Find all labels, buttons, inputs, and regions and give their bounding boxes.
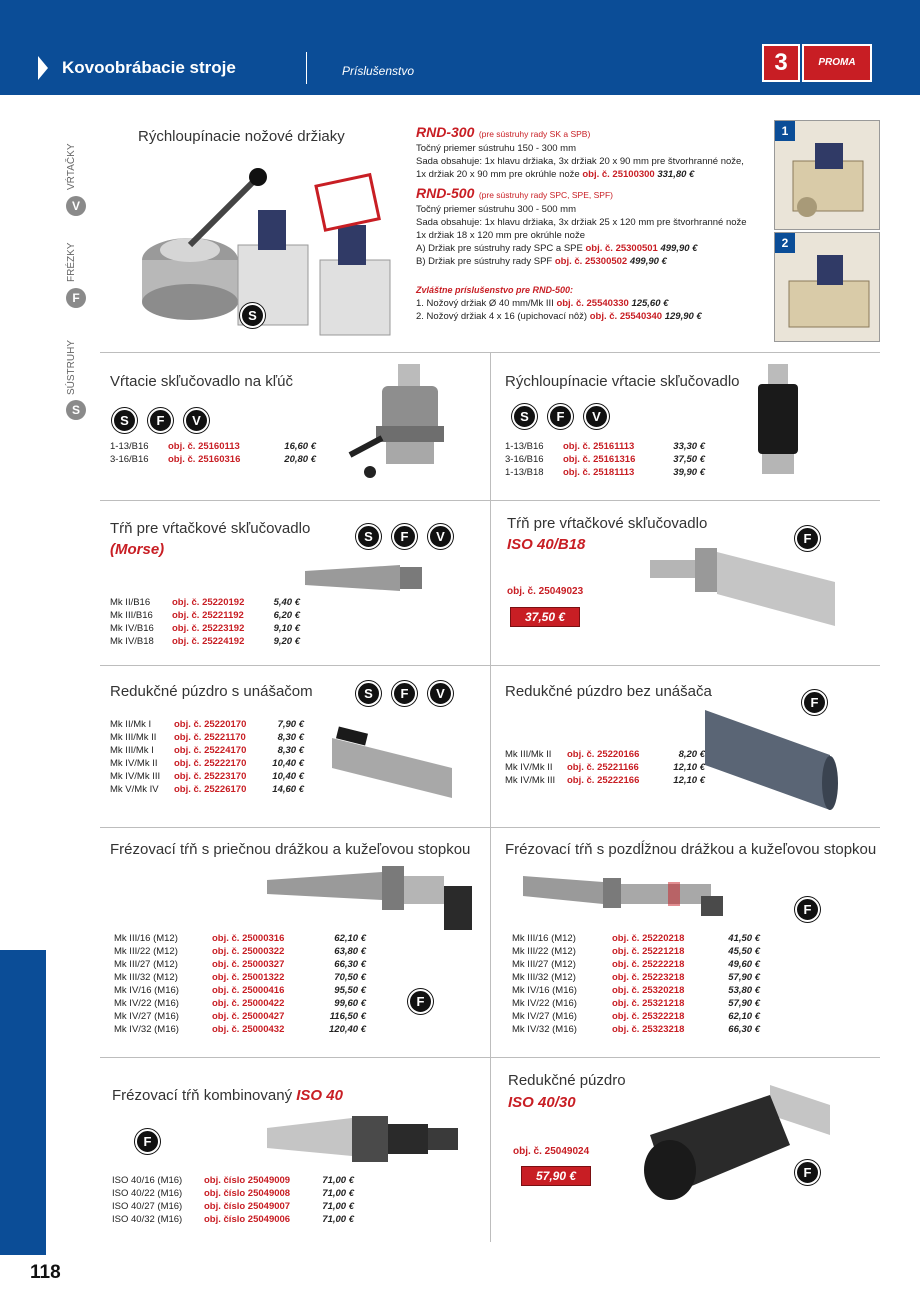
table-cell: obj. č. 25223192 — [172, 623, 245, 634]
table-cell: 71,00 € — [322, 1188, 354, 1199]
table-row — [110, 770, 308, 783]
extra1-price: 125,60 € — [631, 298, 669, 309]
rnd500-note: (pre sústruhy rady SPC, SPE, SPF) — [478, 190, 613, 200]
table-row — [512, 1023, 764, 1036]
badge-f: F — [548, 404, 573, 429]
thumbnail-1 — [774, 120, 880, 230]
badge-f: F — [795, 897, 820, 922]
sleeve-notang-photo — [690, 705, 840, 820]
table-cell: Mk III/32 (M12) — [512, 972, 576, 983]
price-table-mill-cross — [114, 932, 370, 1036]
badge-v: V — [428, 681, 453, 706]
table-cell: 10,40 € — [272, 771, 304, 782]
thumbnail-number: 2 — [775, 233, 795, 253]
rnd300-code: obj. č. 25100300 — [582, 169, 655, 180]
table-cell: Mk II/Mk I — [110, 719, 152, 730]
mill-combo-title-accent: ISO 40 — [296, 1087, 343, 1104]
section-title-quick-holders: Rýchloupínacie nožové držiaky — [138, 128, 345, 145]
table-cell: obj. č. 25000422 — [212, 998, 285, 1009]
brand-logo-number: 3 — [762, 44, 800, 82]
table-cell: Mk IV/32 (M16) — [512, 1024, 577, 1035]
table-row — [512, 997, 764, 1010]
table-row — [110, 757, 308, 770]
table-cell: Mk III/Mk II — [505, 749, 552, 760]
header-title: Kovoobrábacie stroje — [62, 58, 236, 77]
side-color-bar — [0, 950, 46, 1255]
table-row — [512, 971, 764, 984]
table-cell: Mk III/22 (M12) — [114, 946, 178, 957]
quick-chuck-photo — [740, 360, 820, 490]
table-cell: 71,00 € — [322, 1214, 354, 1225]
table-cell: obj. č. 25220170 — [174, 719, 247, 730]
table-cell: 33,30 € — [673, 441, 705, 452]
table-row — [110, 596, 304, 609]
column-divider — [490, 352, 491, 1242]
rnd500-line3: 1x držiak 18 x 120 mm pre okrúhle nože — [416, 230, 585, 241]
table-row — [505, 761, 709, 774]
table-cell: 63,80 € — [334, 946, 366, 957]
section-title-sleeve-notang: Redukčné púzdro bez unášača — [505, 683, 712, 700]
mill-long-photo — [518, 866, 728, 926]
price-table-arbor-morse — [110, 596, 304, 648]
table-row — [110, 635, 304, 648]
side-tab-label-frezky: FRÉZKY — [66, 242, 77, 282]
price-table-sleeve-tang — [110, 718, 308, 796]
badge-s: S — [512, 404, 537, 429]
table-cell: 66,30 € — [334, 959, 366, 970]
table-cell: 53,80 € — [728, 985, 760, 996]
table-cell: obj. č. 25161316 — [563, 454, 636, 465]
badge-f: F — [392, 524, 417, 549]
extra2-text: 2. Nožový držiak 4 x 16 (upichovací nôž) — [416, 311, 588, 322]
table-cell: 71,00 € — [322, 1175, 354, 1186]
table-cell: 12,10 € — [673, 775, 705, 786]
table-row — [110, 440, 320, 453]
table-cell: obj. č. 25320218 — [612, 985, 685, 996]
rnd300-note: (pre sústruhy rady SK a SPB) — [478, 129, 591, 139]
price-table-sleeve-notang — [505, 748, 709, 787]
price-box: 37,50 € — [510, 607, 580, 627]
header-divider — [306, 52, 307, 84]
badge-v: V — [184, 408, 209, 433]
section-title-sleeve-tang: Redukčné púzdro s unášačom — [110, 683, 313, 700]
section-title-mill-cross: Frézovací tŕň s priečnou drážkou a kužeľovou stopkou — [110, 841, 471, 858]
badge-f: F — [802, 690, 827, 715]
table-cell: obj. č. 25222218 — [612, 959, 685, 970]
rnd500-name: RND-500 — [416, 185, 475, 201]
table-row — [512, 932, 764, 945]
side-tab-label-vrtacky: VŔTAČKY — [66, 143, 77, 190]
table-cell: obj. č. 25226170 — [174, 784, 247, 795]
table-cell: Mk IV/27 (M16) — [512, 1011, 577, 1022]
table-cell: 16,60 € — [284, 441, 316, 452]
rnd500-line4: A) Držiak pre sústruhy rady SPC a SPE — [416, 243, 583, 254]
header-subtitle: Príslušenstvo — [342, 64, 415, 78]
table-cell: obj. č. 25220218 — [612, 933, 685, 944]
table-cell: obj. č. 25220192 — [172, 597, 245, 608]
table-cell: 8,20 € — [678, 749, 705, 760]
section-title-quick-chuck: Rýchloupínacie vŕtacie skľučovadlo — [505, 373, 740, 390]
rnd-text-block — [416, 124, 774, 323]
table-cell: obj. č. 25321218 — [612, 998, 685, 1009]
table-row — [505, 466, 709, 479]
side-tab-label-sustruhy: SÚSTRUHY — [66, 339, 77, 395]
table-cell: Mk IV/B18 — [110, 636, 154, 647]
table-cell: Mk III/22 (M12) — [512, 946, 576, 957]
table-cell: Mk IV/22 (M16) — [512, 998, 577, 1009]
table-cell: ISO 40/27 (M16) — [112, 1201, 183, 1212]
table-cell: 5,40 € — [273, 597, 300, 608]
badge-f: F — [408, 989, 433, 1014]
badge-s: S — [112, 408, 137, 433]
table-cell: 9,10 € — [273, 623, 300, 634]
badge-v: V — [428, 524, 453, 549]
table-cell: 45,50 € — [728, 946, 760, 957]
order-code: obj. č. 25049023 — [507, 586, 584, 597]
rnd300-line2: Sada obsahuje: 1x hlavu držiaka, 3x držiak 20 x 90 mm pre štvorhranné nože, — [416, 156, 744, 167]
table-cell: 57,90 € — [728, 972, 760, 983]
table-cell: 20,80 € — [284, 454, 316, 465]
badge-f: F — [148, 408, 173, 433]
table-cell: 116,50 € — [329, 1011, 366, 1022]
arbor-iso-photo — [645, 530, 855, 655]
section-title-arbor-morse: Tŕň pre vŕtačkové skľučovadlo — [110, 520, 311, 537]
table-cell: 62,10 € — [334, 933, 366, 944]
table-row — [505, 774, 709, 787]
table-row — [110, 453, 320, 466]
badge-f: F — [135, 1129, 160, 1154]
table-cell: Mk V/Mk IV — [110, 784, 159, 795]
table-row — [114, 958, 370, 971]
table-cell: 37,50 € — [673, 454, 705, 465]
table-row — [114, 971, 370, 984]
table-cell: 14,60 € — [272, 784, 304, 795]
table-cell: 3-16/B16 — [110, 454, 149, 465]
table-cell: Mk III/27 (M12) — [512, 959, 576, 970]
table-cell: 8,30 € — [277, 732, 304, 743]
table-cell: obj. č. 25222170 — [174, 758, 247, 769]
mill-combo-title-text: Frézovací tŕň kombinovaný — [112, 1087, 293, 1104]
rnd300-line1: Točný priemer sústruhu 150 - 300 mm — [416, 143, 576, 154]
table-row — [114, 1010, 370, 1023]
table-cell: obj. č. 25000416 — [212, 985, 285, 996]
price-table-mill-combo — [112, 1174, 358, 1226]
arbor-morse-photo — [300, 555, 430, 605]
section-title-arbor-iso: Tŕň pre vŕtačkové skľučovadlo — [507, 515, 708, 532]
table-cell: obj. č. 25000316 — [212, 933, 285, 944]
order-code: obj. č. 25049024 — [513, 1146, 590, 1157]
table-row — [112, 1187, 358, 1200]
table-row — [110, 622, 304, 635]
table-cell: ISO 40/22 (M16) — [112, 1188, 183, 1199]
table-cell: 9,20 € — [273, 636, 300, 647]
table-cell: 41,50 € — [728, 933, 760, 944]
section-subtitle-arbor-morse: (Morse) — [110, 541, 165, 558]
table-cell: Mk III/Mk I — [110, 745, 154, 756]
table-cell: 10,40 € — [272, 758, 304, 769]
extras-title: Zvláštne príslušenstvo pre RND-500: — [416, 285, 574, 295]
key-chuck-photo — [330, 360, 480, 490]
table-cell: obj. č. 25224192 — [172, 636, 245, 647]
rnd300-price: 331,80 € — [657, 169, 695, 180]
table-cell: 1-13/B16 — [505, 441, 544, 452]
table-cell: obj. č. 25000432 — [212, 1024, 285, 1035]
table-cell: 66,30 € — [728, 1024, 760, 1035]
rnd500-price-b: 499,90 € — [629, 256, 667, 267]
table-cell: Mk IV/B16 — [110, 623, 154, 634]
table-cell: 70,50 € — [334, 972, 366, 983]
table-cell: Mk IV/Mk II — [110, 758, 158, 769]
table-cell: 49,60 € — [728, 959, 760, 970]
table-cell: obj. č. 25000427 — [212, 1011, 285, 1022]
table-cell: Mk IV/22 (M16) — [114, 998, 179, 1009]
table-cell: obj. č. 25221192 — [172, 610, 244, 621]
table-cell: obj. č. 25322218 — [612, 1011, 685, 1022]
table-cell: 39,90 € — [673, 467, 705, 478]
table-cell: obj. č. 25160113 — [168, 441, 240, 452]
table-row — [112, 1200, 358, 1213]
table-cell: obj. č. 25323218 — [612, 1024, 685, 1035]
table-cell: obj. č. 25001322 — [212, 972, 285, 983]
table-cell: obj. č. 25223170 — [174, 771, 247, 782]
side-badge-f: F — [66, 288, 86, 308]
table-cell: obj. č. 25181113 — [563, 467, 635, 478]
table-row — [512, 958, 764, 971]
table-cell: 7,90 € — [277, 719, 304, 730]
table-cell: 62,10 € — [728, 1011, 760, 1022]
table-cell: obj. č. 25161113 — [563, 441, 635, 452]
table-row — [112, 1213, 358, 1226]
rnd300-line3: 1x držiak 20 x 90 mm pre okrúhle nože — [416, 169, 580, 180]
table-row — [505, 440, 709, 453]
badge-s: S — [240, 303, 265, 328]
rnd500-line5: B) Držiak pre sústruhy rady SPF — [416, 256, 553, 267]
table-cell: obj. číslo 25049009 — [204, 1175, 291, 1186]
table-cell: Mk IV/16 (M16) — [512, 985, 577, 996]
table-row — [114, 932, 370, 945]
table-row — [505, 453, 709, 466]
table-row — [114, 997, 370, 1010]
page-number: 118 — [30, 1262, 61, 1283]
mill-combo-photo — [262, 1110, 467, 1180]
table-cell: obj. č. 25221218 — [612, 946, 685, 957]
table-cell: Mk IV/Mk II — [505, 762, 553, 773]
table-cell: obj. číslo 25049006 — [204, 1214, 291, 1225]
side-badge-s: S — [66, 400, 86, 420]
table-row — [512, 1010, 764, 1023]
thumbnail-2 — [774, 232, 880, 342]
table-cell: obj. č. 25223218 — [612, 972, 685, 983]
table-cell: 1-13/B18 — [505, 467, 544, 478]
extra2-code: obj. č. 25540340 — [589, 311, 663, 322]
table-row — [114, 945, 370, 958]
badge-v: V — [584, 404, 609, 429]
table-cell: 95,50 € — [334, 985, 366, 996]
badge-f: F — [795, 1160, 820, 1185]
table-cell: Mk IV/Mk III — [110, 771, 161, 782]
table-cell: Mk III/16 (M12) — [114, 933, 178, 944]
table-cell: 6,20 € — [273, 610, 300, 621]
table-cell: 8,30 € — [277, 745, 304, 756]
table-cell: Mk IV/16 (M16) — [114, 985, 179, 996]
sleeve-tang-photo — [322, 708, 472, 808]
table-cell: Mk IV/32 (M16) — [114, 1024, 179, 1035]
badge-s: S — [356, 524, 381, 549]
thumbnail-number: 1 — [775, 121, 795, 141]
table-row — [512, 945, 764, 958]
table-cell: obj. č. 25160316 — [168, 454, 241, 465]
badge-f: F — [795, 526, 820, 551]
section-title-sleeve-iso: Redukčné púzdro — [508, 1072, 626, 1089]
table-row — [110, 731, 308, 744]
quick-holder-photo — [130, 150, 400, 350]
table-cell: Mk IV/27 (M16) — [114, 1011, 179, 1022]
rnd500-line2: Sada obsahuje: 1x hlavu držiaka, 3x držiak 25 x 120 mm pre štvorhranné nože — [416, 217, 747, 228]
section-title-mill-long: Frézovací tŕň s pozdĺžnou drážkou a kužeľovou stopkou — [505, 841, 877, 858]
table-cell: 12,10 € — [673, 762, 705, 773]
table-cell: Mk III/32 (M12) — [114, 972, 178, 983]
section-title-mill-combo — [112, 1087, 343, 1104]
table-cell: obj. č. 25221166 — [567, 762, 639, 773]
table-cell: Mk II/B16 — [110, 597, 151, 608]
sleeve-iso-photo — [630, 1075, 845, 1220]
side-badge-v: V — [66, 196, 86, 216]
table-cell: obj. č. 25222166 — [567, 775, 640, 786]
rnd500-code-b: obj. č. 25300502 — [554, 256, 628, 267]
table-cell: obj. č. 25000322 — [212, 946, 285, 957]
extra1-code: obj. č. 25540330 — [556, 298, 629, 309]
table-cell: obj. č. 25224170 — [174, 745, 247, 756]
table-row — [110, 609, 304, 622]
price-table-key-chuck — [110, 440, 320, 466]
table-cell: 57,90 € — [728, 998, 760, 1009]
section-subtitle-arbor-iso: ISO 40/B18 — [507, 536, 586, 553]
table-cell: Mk III/16 (M12) — [512, 933, 576, 944]
chevron-right-icon — [38, 56, 48, 80]
table-cell: 120,40 € — [329, 1024, 366, 1035]
table-row — [114, 984, 370, 997]
table-cell: 71,00 € — [322, 1201, 354, 1212]
table-cell: 1-13/B16 — [110, 441, 149, 452]
table-cell: obj. číslo 25049007 — [204, 1201, 291, 1212]
badge-f: F — [392, 681, 417, 706]
table-cell: Mk III/B16 — [110, 610, 153, 621]
extra1-text: 1. Nožový držiak Ø 40 mm/Mk III — [416, 298, 554, 309]
rnd500-price-a: 499,90 € — [660, 243, 698, 254]
table-row — [114, 1023, 370, 1036]
table-row — [512, 984, 764, 997]
table-cell: obj. číslo 25049008 — [204, 1188, 291, 1199]
rnd500-code-a: obj. č. 25300501 — [585, 243, 658, 254]
table-cell: Mk III/27 (M12) — [114, 959, 178, 970]
table-cell: Mk III/Mk II — [110, 732, 157, 743]
price-box: 57,90 € — [521, 1166, 591, 1186]
rnd500-line1: Točný priemer sústruhu 300 - 500 mm — [416, 204, 576, 215]
table-cell: Mk IV/Mk III — [505, 775, 556, 786]
badge-s: S — [356, 681, 381, 706]
table-cell: obj. č. 25220166 — [567, 749, 640, 760]
table-row — [110, 718, 308, 731]
table-cell: ISO 40/32 (M16) — [112, 1214, 183, 1225]
rnd300-name: RND-300 — [416, 124, 475, 140]
section-title-key-chuck: Vŕtacie skľučovadlo na kľúč — [110, 373, 294, 390]
table-cell: ISO 40/16 (M16) — [112, 1175, 183, 1186]
table-cell: obj. č. 25000327 — [212, 959, 285, 970]
table-cell: 99,60 € — [334, 998, 366, 1009]
section-subtitle-sleeve-iso: ISO 40/30 — [508, 1094, 576, 1111]
brand-logo-proma: PROMA — [802, 44, 872, 82]
table-row — [110, 783, 308, 796]
table-cell: 3-16/B16 — [505, 454, 544, 465]
table-row — [112, 1174, 358, 1187]
extra2-price: 129,90 € — [664, 311, 702, 322]
table-cell: obj. č. 25221170 — [174, 732, 246, 743]
price-table-quick-chuck — [505, 440, 709, 479]
price-table-mill-long — [512, 932, 764, 1036]
table-row — [505, 748, 709, 761]
table-row — [110, 744, 308, 757]
